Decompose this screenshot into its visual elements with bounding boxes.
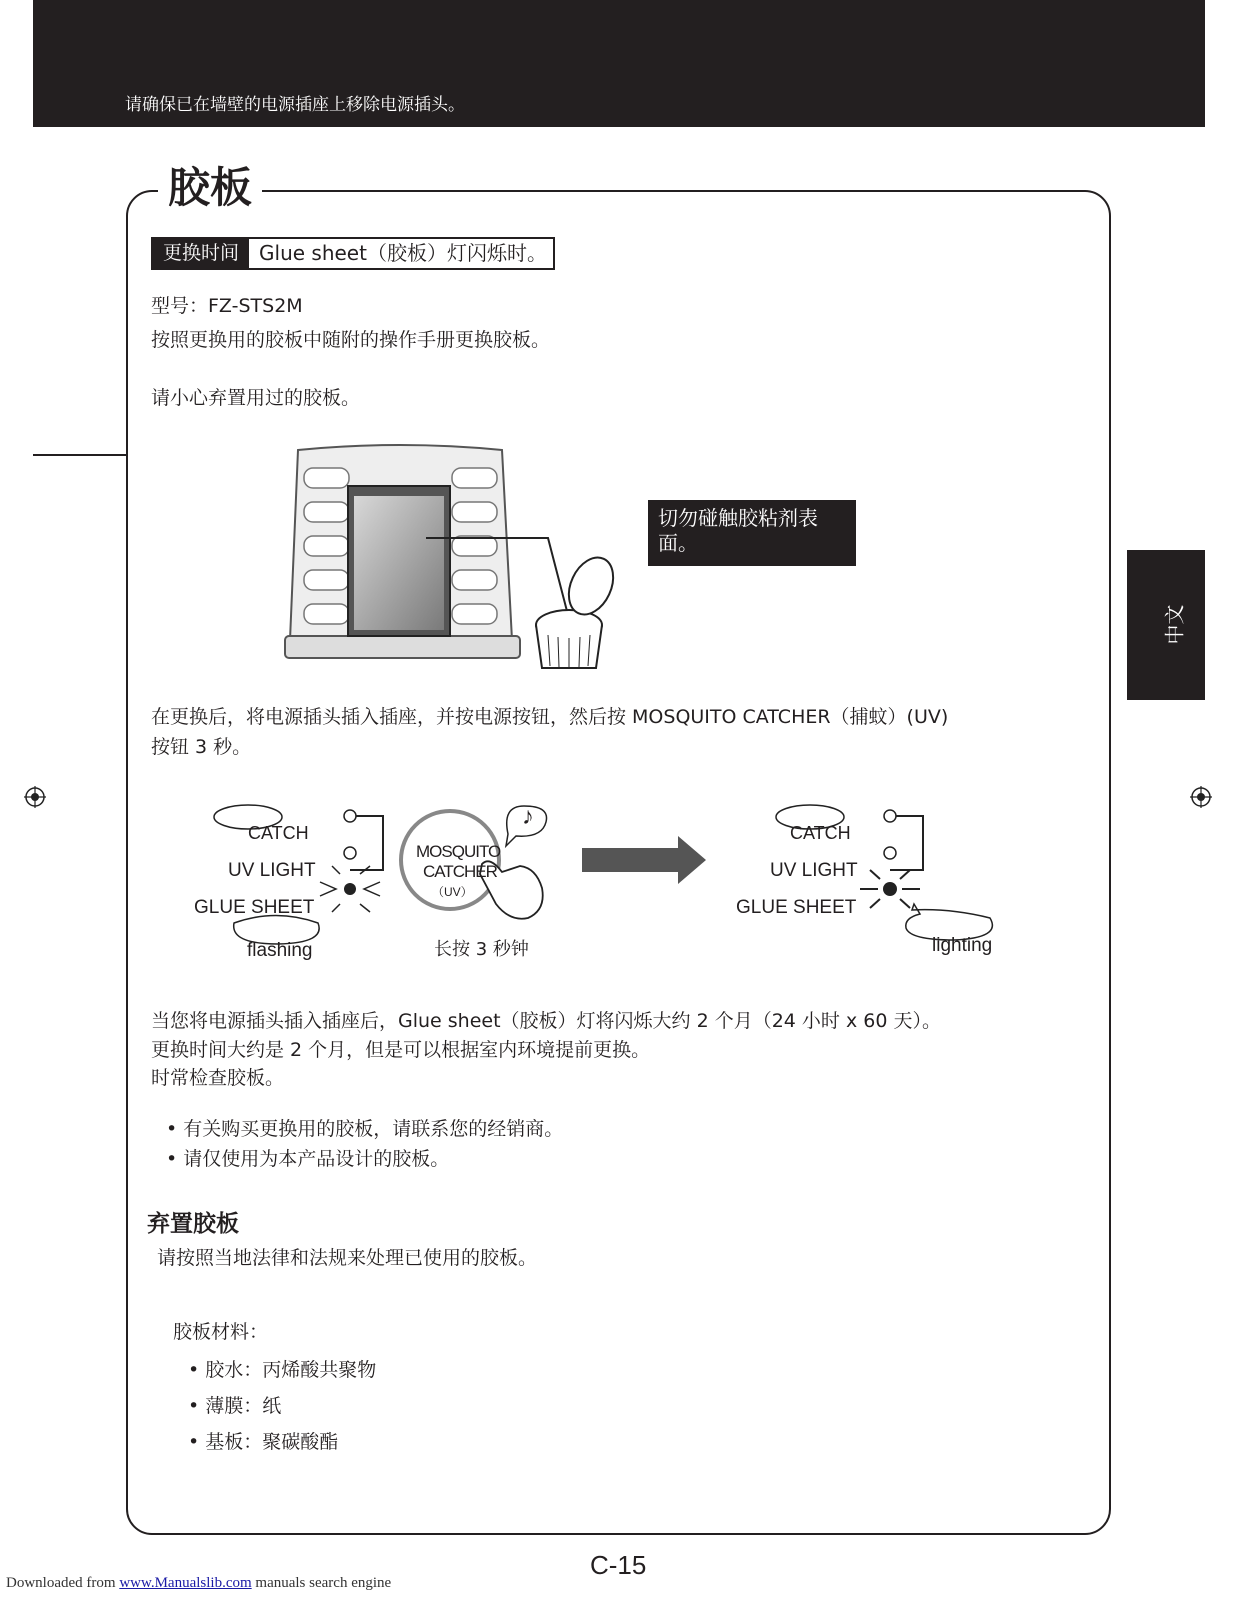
- hold-caption: 长按 3 秒钟: [434, 939, 529, 960]
- language-tab: [1127, 550, 1205, 700]
- manualslib-link[interactable]: www.Manualslib.com: [119, 1575, 252, 1591]
- footer-suffix: manuals search engine: [251, 1575, 392, 1591]
- unplug-notice: 请确保已在墙壁的电源插座上移除电源插头。: [125, 95, 465, 115]
- registration-mark-icon: [24, 786, 46, 808]
- list-item: • 请仅使用为本产品设计的胶板。: [166, 1144, 563, 1174]
- divider: [33, 454, 126, 456]
- music-note-icon: ♪: [522, 803, 534, 830]
- uv-light-label-right: UV LIGHT: [770, 860, 858, 881]
- disposal-text: 请按照当地法律和法规来处理已使用的胶板。: [157, 1247, 538, 1269]
- instruction-text: 按照更换用的胶板中随附的操作手册更换胶板。: [151, 329, 551, 351]
- lighting-label: lighting: [932, 935, 993, 956]
- replacement-timing: [151, 237, 555, 270]
- download-footer: [6, 1575, 391, 1592]
- warning-box: 切勿碰触胶粘剂表面。: [648, 500, 856, 566]
- top-banner: [33, 0, 1205, 127]
- list-item: • 有关购买更换用的胶板，请联系您的经销商。: [166, 1114, 563, 1144]
- list-item: • 胶水：丙烯酸共聚物: [188, 1352, 376, 1388]
- after-replace-text-1: 在更换后，将电源插头插入插座，并按电源按钮，然后按 MOSQUITO CATCHER（捕蚊）(UV): [151, 706, 949, 728]
- indicator-diagram: [190, 800, 1030, 970]
- mosquito-button-line1: MOSQUITO: [416, 842, 501, 861]
- uv-light-label-left: UV LIGHT: [228, 860, 316, 881]
- materials-label: 胶板材料：: [173, 1321, 269, 1343]
- catch-label-right: CATCH: [790, 823, 851, 843]
- materials-list: [188, 1352, 376, 1460]
- replacement-timing-label: 更换时间: [153, 239, 249, 268]
- catch-label-left: CATCH: [248, 823, 309, 843]
- info-line-3: 时常检查胶板。: [151, 1067, 285, 1089]
- flashing-label: flashing: [247, 940, 313, 961]
- caution-text: 请小心弃置用过的胶板。: [151, 387, 361, 409]
- mosquito-button-line2: CATCHER: [423, 862, 497, 881]
- list-item: • 基板：聚碳酸酯: [188, 1424, 376, 1460]
- model-number: 型号：FZ-STS2M: [151, 295, 303, 317]
- list-item: • 薄膜：纸: [188, 1388, 376, 1424]
- glue-sheet-label-left: GLUE SHEET: [194, 897, 315, 918]
- glue-sheet-label-right: GLUE SHEET: [736, 897, 857, 918]
- info-line-1: 当您将电源插头插入插座后，Glue sheet（胶板）灯将闪烁大约 2 个月（24 小时 x 60 天）。: [151, 1010, 941, 1032]
- section-title: 胶板: [158, 158, 262, 218]
- mosquito-button-line3: （UV）: [432, 885, 473, 899]
- language-tab-label: 中文: [1162, 604, 1187, 645]
- replacement-timing-text: Glue sheet（胶板）灯闪烁时。: [259, 241, 547, 265]
- after-replace-text-2: 按钮 3 秒。: [151, 736, 252, 758]
- info-bullets: [166, 1114, 563, 1174]
- page-number: C-15: [590, 1550, 647, 1580]
- glue-sheet-illustration: [280, 440, 640, 685]
- footer-prefix: Downloaded from: [6, 1575, 120, 1591]
- registration-mark-icon: [1190, 786, 1212, 808]
- disposal-title: 弃置胶板: [147, 1211, 239, 1237]
- info-line-2: 更换时间大约是 2 个月，但是可以根据室内环境提前更换。: [151, 1039, 651, 1061]
